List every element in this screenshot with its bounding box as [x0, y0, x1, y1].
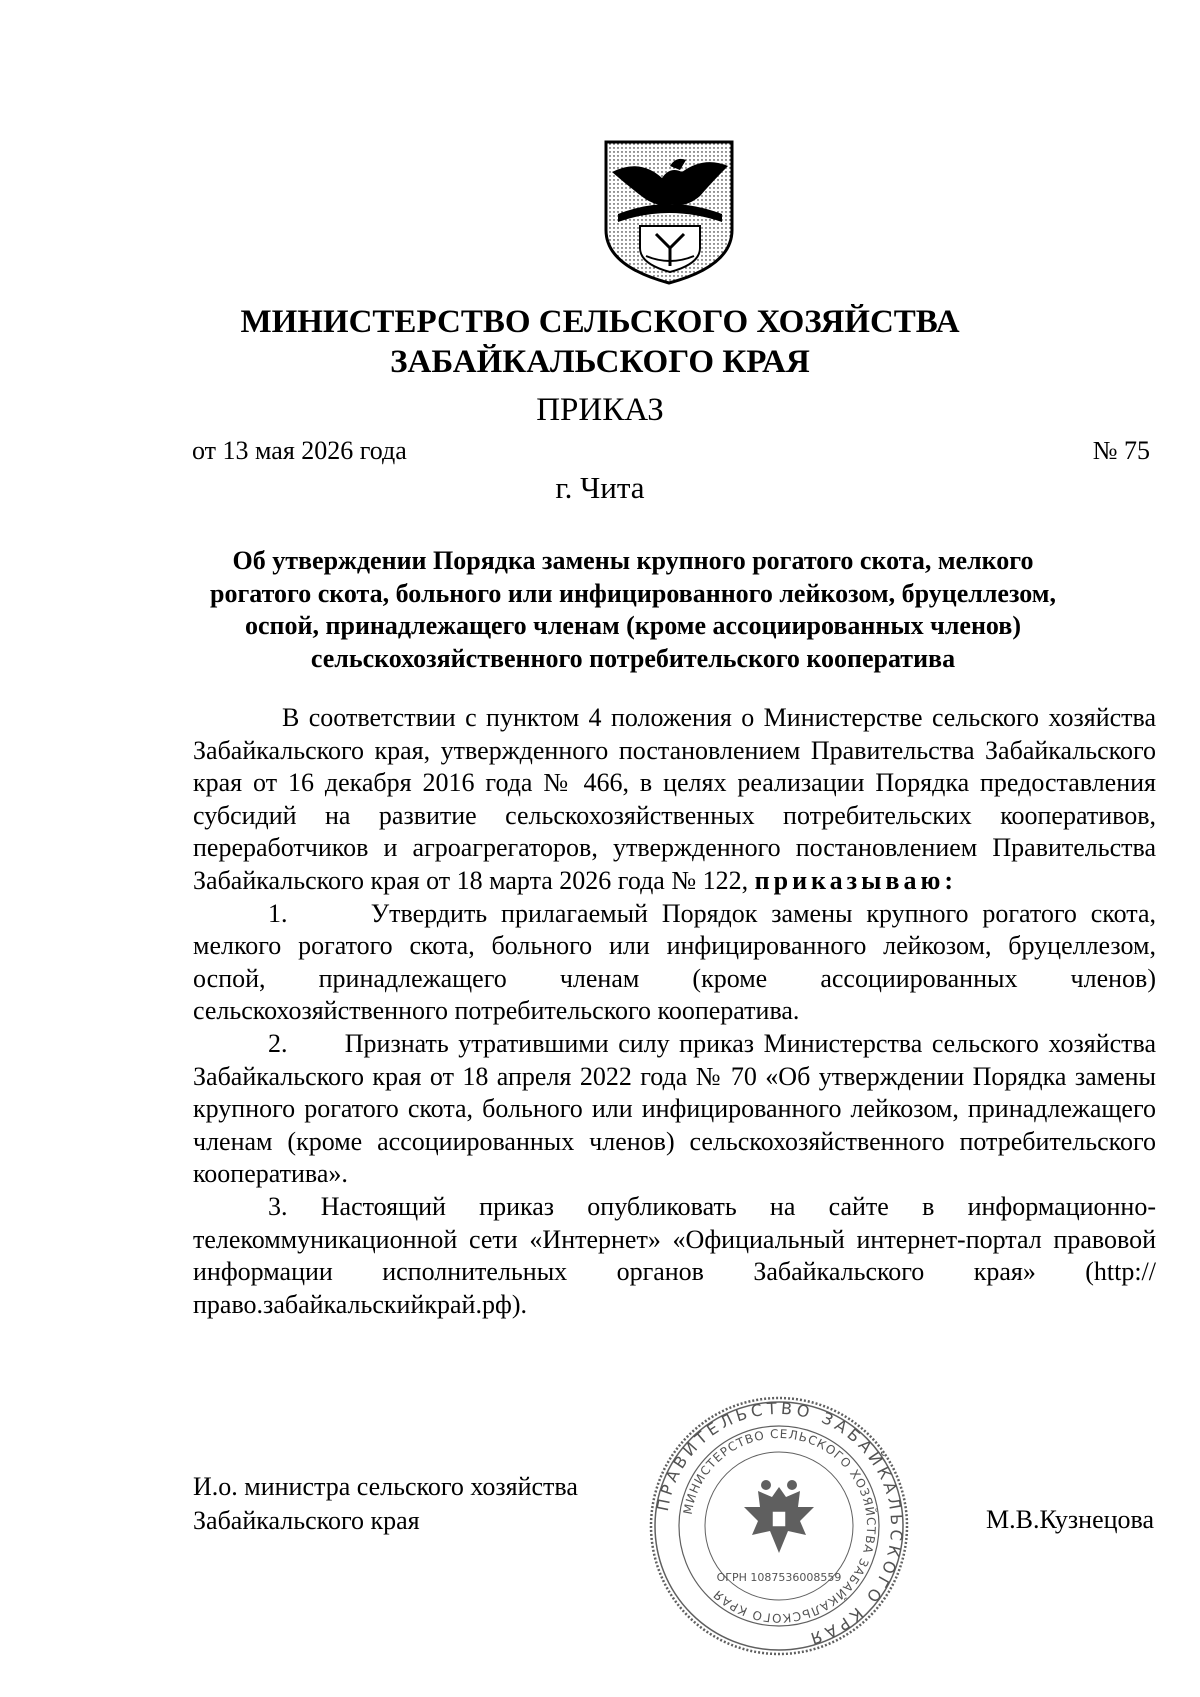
- item-text: Настоящий приказ опубликовать на сайте в информационно-телекоммуникационной сети «Интернет» «Официальный интернет-портал правовой информации исполнительных органов Забайкальского края» (http://право.забайкальскийкрай.рф).: [193, 1191, 1157, 1319]
- double-headed-eagle-icon: [744, 1480, 814, 1553]
- order-subject: Об утверждении Порядка замены крупного рогатого скота, мелкого рогатого скота, больного или инфицированного лейкозом, бруцеллезом, оспой, принадлежащего членам (кроме ассоциированных членов) сельскохозяйственного потребительского кооператива: [210, 546, 1056, 673]
- item-number: 2.: [268, 1028, 288, 1058]
- order-word-tail: :: [944, 865, 957, 895]
- seal-ogrn: ОГРН 1087536008559: [716, 1571, 842, 1584]
- signatory-position-line-2: Забайкальского края: [193, 1506, 420, 1535]
- order-item-1: [193, 898, 1156, 1028]
- order-date: от 13 мая 2026 года: [192, 436, 407, 465]
- ministry-line-2: ЗАБАЙКАЛЬСКОГО КРАЯ: [390, 344, 810, 380]
- seal-icon: [648, 1395, 910, 1657]
- coat-of-arms-icon: [600, 138, 738, 286]
- order-number: № 75: [1092, 436, 1150, 465]
- coat-of-arms-emblem: [600, 138, 738, 286]
- item-text: Признать утратившими силу приказ Министерства сельского хозяйства Забайкальского края от 18 апреля 2022 года № 70 «Об утверждении Порядка замены крупного рогатого скота, больного или инфицированного лейкозом, принадлежащего членам (кроме ассоциированных членов) сельскохозяйственного потребительского кооператива».: [193, 1028, 1156, 1189]
- item-number: 3.: [268, 1191, 288, 1221]
- signatory-position-line-1: И.о. министра сельского хозяйства: [193, 1472, 578, 1501]
- preamble-text: В соответствии с пунктом 4 положения о Министерстве сельского хозяйства Забайкальского края, утвержденного постановлением Правительства Забайкальского края от 16 декабря 2016 года № 466, в целях реализации Порядка предоставления субсидий на развитие сельскохозяйственных потребительских кооперативов, переработчиков и агроагрегаторов, утвержденного постановлением Правительства Забайкальского края от 18 марта 2026 года № 122,: [193, 703, 1156, 895]
- seal-inner-text: МИНИСТЕРСТВО СЕЛЬСКОГО ХОЗЯЙСТВА ЗАБАЙКАЛЬСКОГО КРАЯ: [680, 1426, 879, 1626]
- preamble-paragraph: [193, 702, 1156, 898]
- order-item-2: [193, 1028, 1156, 1191]
- order-item-3: [193, 1191, 1156, 1321]
- seal-outer-text: ПРАВИТЕЛЬСТВО ЗАБАЙКАЛЬСКОГО КРАЯ: [652, 1398, 907, 1650]
- order-body: [193, 702, 1156, 1321]
- ministry-name: [0, 302, 1200, 382]
- order-city: г. Чита: [555, 470, 645, 505]
- signatory-name: М.В.Кузнецова: [986, 1505, 1154, 1534]
- signatory-position: [193, 1470, 578, 1538]
- order-word: приказываю: [754, 865, 945, 895]
- item-text: Утвердить прилагаемый Порядок замены крупного рогатого скота, мелкого рогатого скота, больного или инфицированного лейкозом, бруцеллезом, оспой, принадлежащего членам (кроме ассоциированных членов) сельскохозяйственного потребительского кооператива.: [193, 898, 1156, 1026]
- item-number: 1.: [268, 898, 288, 928]
- document-type: ПРИКАЗ: [536, 392, 664, 428]
- ministry-line-1: МИНИСТЕРСТВО СЕЛЬСКОГО ХОЗЯЙСТВА: [240, 304, 960, 340]
- official-seal: [648, 1395, 910, 1657]
